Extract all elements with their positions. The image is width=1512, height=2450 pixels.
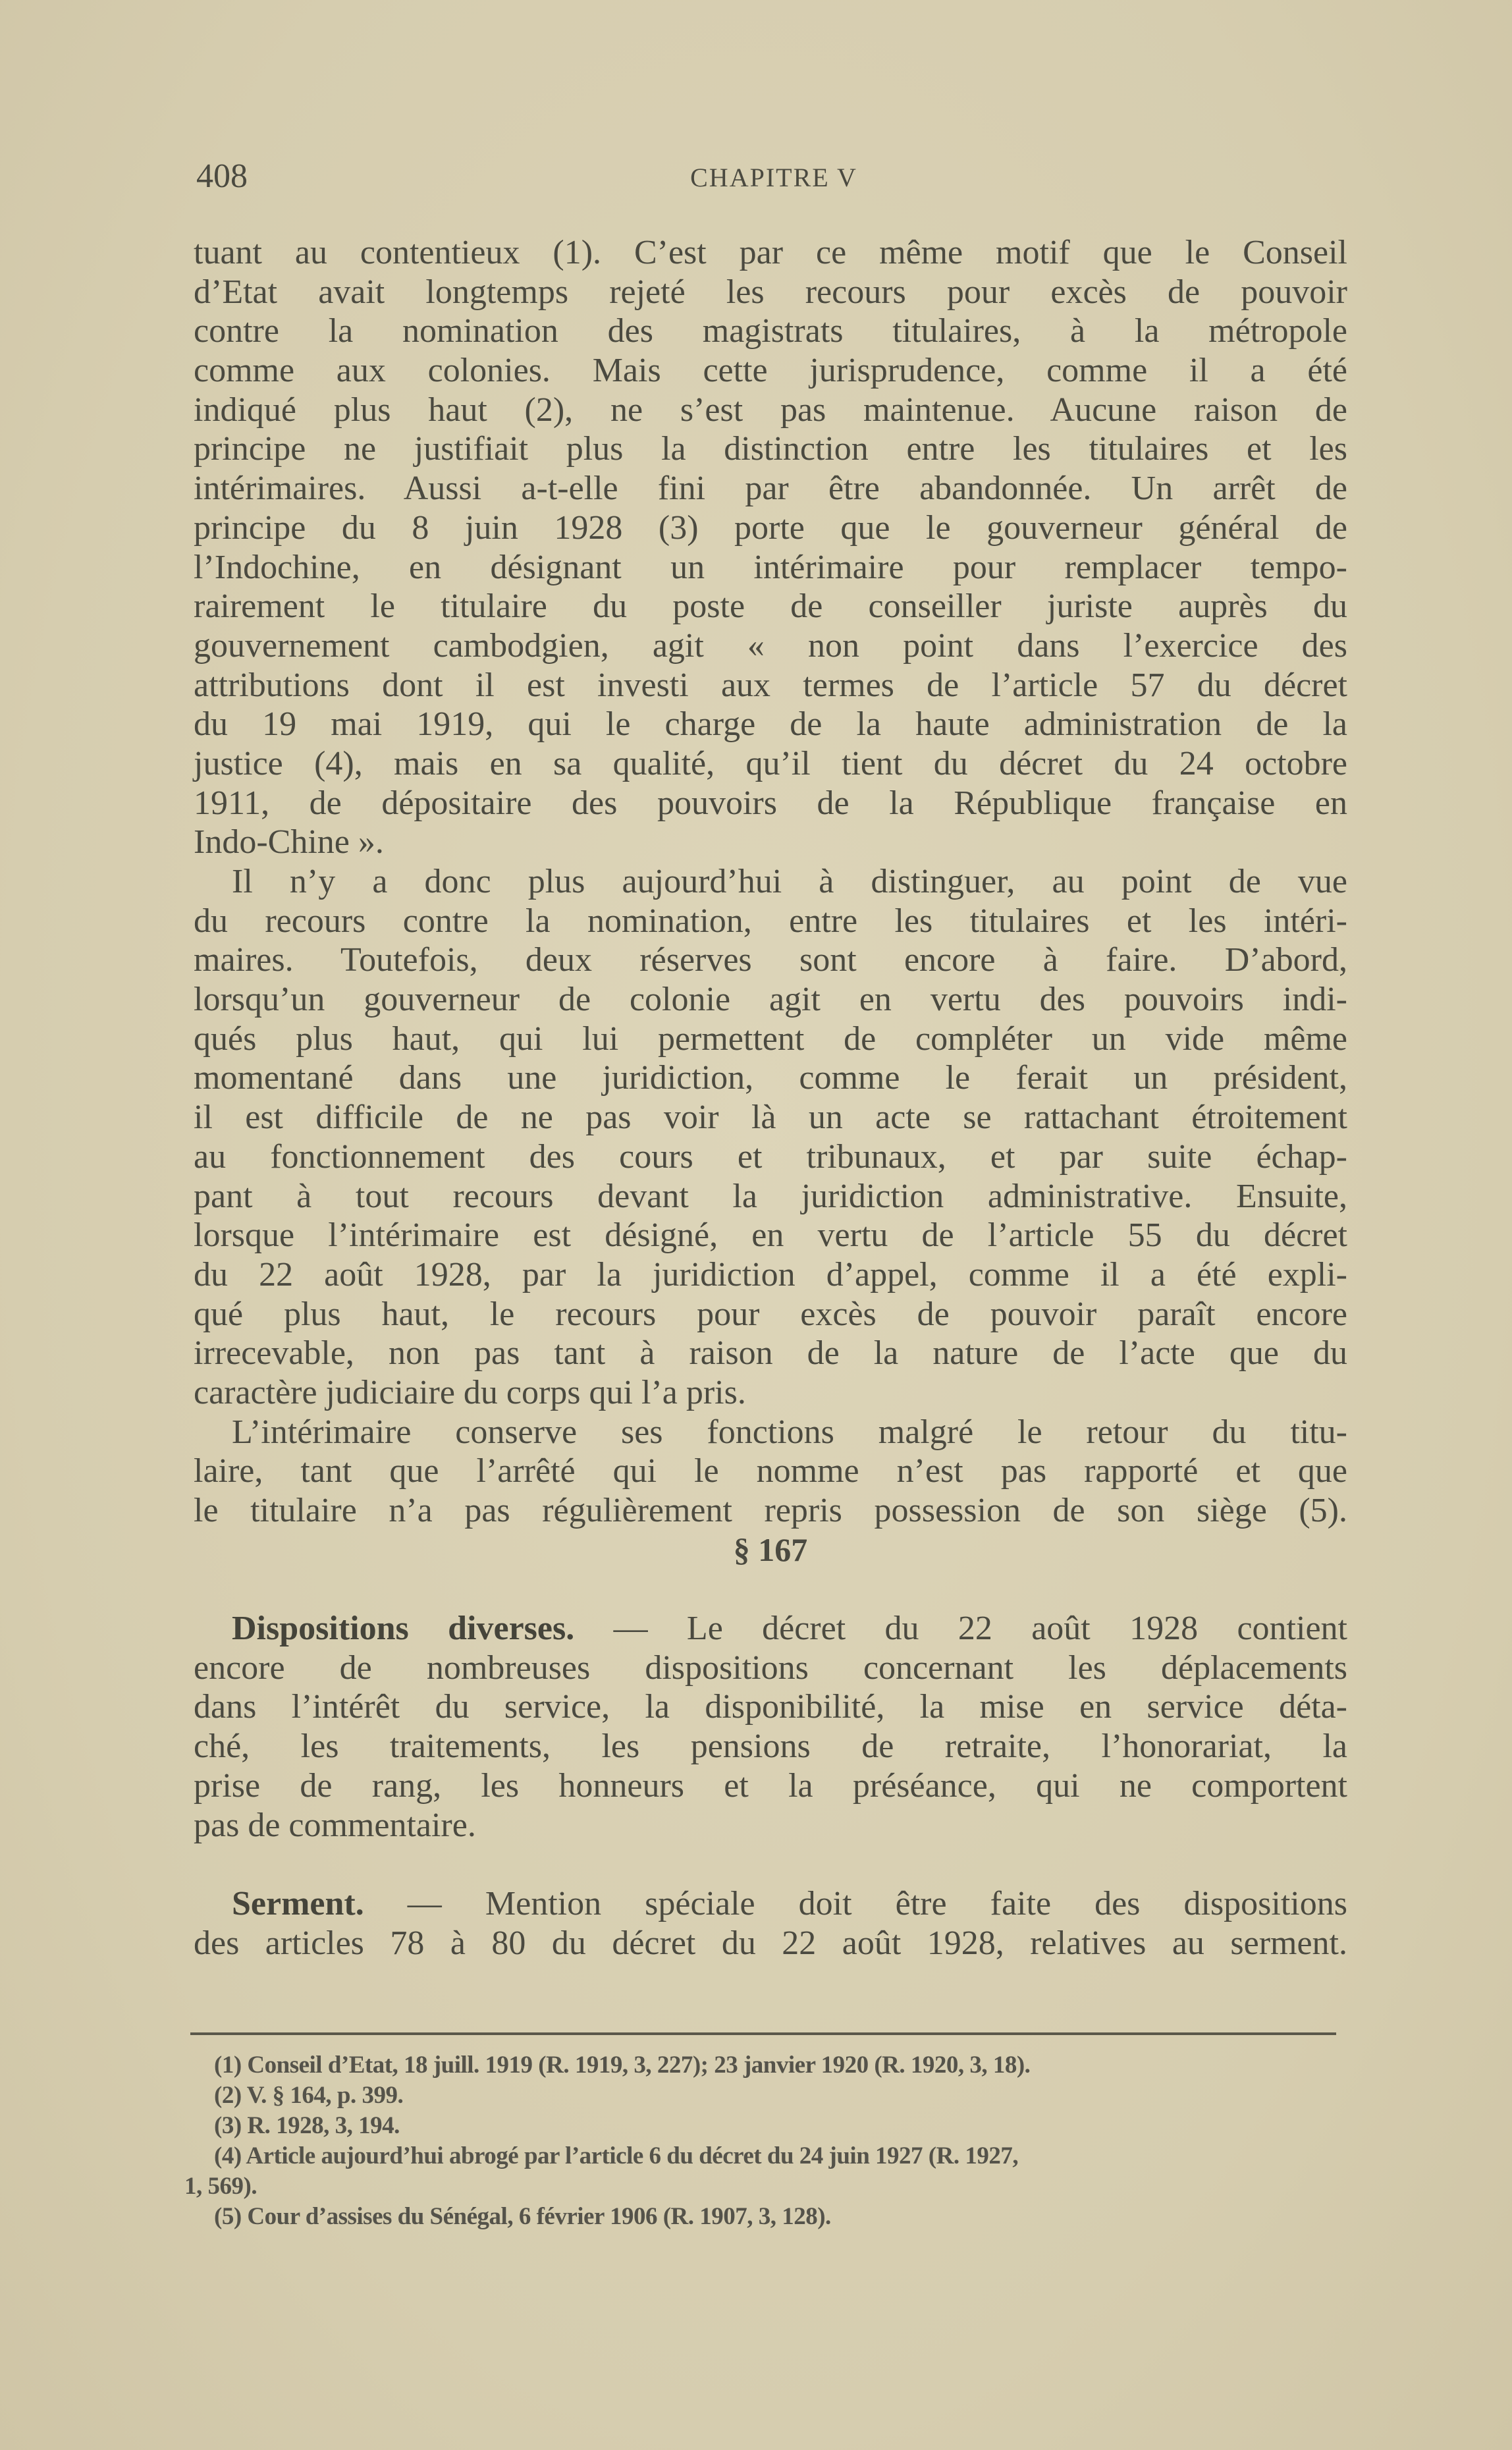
text-line: rairement le titulaire du poste de conseiller juriste auprès du <box>194 587 1347 626</box>
text-line: laire, tant que l’arrêté qui le nomme n’est pas rapporté et que <box>194 1452 1347 1490</box>
text-line: principe ne justifiait plus la distinction entre les titulaires et les <box>194 430 1347 468</box>
serment-first-line <box>194 1884 1347 1924</box>
text-line: prise de rang, les honneurs et la préséance, qui ne comportent <box>194 1766 1347 1805</box>
footnote: (2) V. § 164, p. 399. <box>214 2082 404 2109</box>
text-line: comme aux colonies. Mais cette jurisprudence, comme il a été <box>194 352 1347 390</box>
blank-line <box>194 1569 1347 1609</box>
text-line: au fonctionnement des cours et tribunaux, et par suite échap- <box>194 1137 1347 1176</box>
text-line: justice (4), mais en sa qualité, qu’il tient du décret du 24 octobre <box>194 744 1347 782</box>
page-number: 408 <box>196 157 248 195</box>
blank-line <box>194 1845 1347 1884</box>
text-line: dans l’intérêt du service, la disponibilité, la mise en service déta- <box>194 1688 1347 1726</box>
text-line: principe du 8 juin 1928 (3) porte que le gouverneur général de <box>194 508 1347 547</box>
text-span: — Le décret du 22 août 1928 contient <box>574 1610 1347 1648</box>
section-heading: § 167 <box>733 1531 808 1568</box>
text-line: qué plus haut, le recours pour excès de pouvoir paraît encore <box>194 1295 1347 1333</box>
text-line: L’intérimaire conserve ses fonctions malgré le retour du titu- <box>232 1413 1347 1451</box>
text-line: du 22 août 1928, par la juridiction d’appel, comme il a été expli- <box>194 1255 1347 1293</box>
text-line: attributions dont il est investi aux termes de l’article 57 du décret <box>194 666 1347 704</box>
footnote: (4) Article aujourd’hui abrogé par l’article 6 du décret du 24 juin 1927 (R. 1927, <box>214 2142 1019 2169</box>
text-line: l’Indochine, en désignant un intérimaire pour remplacer tempo- <box>194 548 1347 586</box>
text-line: pant à tout recours devant la juridiction administrative. Ensuite, <box>194 1177 1347 1215</box>
serment-title: Serment. <box>232 1884 364 1922</box>
text-line: tuant au contentieux (1). C’est par ce même motif que le Conseil <box>194 234 1347 271</box>
text-line: qués plus haut, qui lui permettent de compléter un vide même <box>194 1020 1347 1058</box>
text-line: caractère judiciaire du corps qui l’a pris. <box>194 1373 746 1411</box>
footnote: (1) Conseil d’Etat, 18 juill. 1919 (R. 1919, 3, 227); 23 janvier 1920 (R. 1920, 3, 18). <box>214 2052 1031 2079</box>
dispositions-first-line <box>194 1609 1347 1648</box>
text-line: momentané dans une juridiction, comme le ferait un président, <box>194 1059 1347 1097</box>
text-line: Il n’y a donc plus aujourd’hui à distinguer, au point de vue <box>232 863 1347 900</box>
text-line: d’Etat avait longtemps rejeté les recours pour excès de pouvoir <box>194 273 1347 311</box>
text-line: indiqué plus haut (2), ne s’est pas maintenue. Aucune raison de <box>194 391 1347 429</box>
text-line: lorsqu’un gouverneur de colonie agit en vertu des pouvoirs indi- <box>194 981 1347 1019</box>
text-line: des articles 78 à 80 du décret du 22 août 1928, relatives au serment. <box>194 1924 1347 1962</box>
text-line: du recours contre la nomination, entre les titulaires et les intéri- <box>194 902 1347 940</box>
text-line: 1911, de dépositaire des pouvoirs de la République française en <box>194 784 1347 822</box>
text-line: le titulaire n’a pas régulièrement repris possession de son siège (5). <box>194 1492 1347 1529</box>
text-span: — Mention spéciale doit être faite des dispositions <box>364 1884 1347 1922</box>
text-line: irrecevable, non pas tant à raison de la nature de l’acte que du <box>194 1334 1347 1373</box>
footnote-rule <box>190 2032 1336 2035</box>
footnote: (5) Cour d’assises du Sénégal, 6 février 1906 (R. 1907, 3, 128). <box>214 2203 831 2230</box>
text-line: ché, les traitements, les pensions de retraite, l’honorariat, la <box>194 1728 1347 1766</box>
dispositions-title: Dispositions diverses. <box>232 1610 575 1648</box>
text-line: encore de nombreuses dispositions concernant les déplacements <box>194 1648 1347 1687</box>
text-line: contre la nomination des magistrats titulaires, à la métropole <box>194 312 1347 350</box>
running-title: CHAPITRE V <box>690 163 857 192</box>
text-line: intérimaires. Aussi a-t-elle fini par être abandonnée. Un arrêt de <box>194 470 1347 508</box>
text-line: il est difficile de ne pas voir là un acte se rattachant étroitement <box>194 1099 1347 1137</box>
footnotes <box>184 2050 1337 2232</box>
text-line: lorsque l’intérimaire est désigné, en vertu de l’article 55 du décret <box>194 1216 1347 1255</box>
text-line: gouvernement cambodgien, agit « non point dans l’exercice des <box>194 626 1347 665</box>
text-line: maires. Toutefois, deux réserves sont encore à faire. D’abord, <box>194 941 1347 979</box>
text-line: pas de commentaire. <box>194 1806 476 1844</box>
footnote: (3) R. 1928, 3, 194. <box>214 2112 400 2139</box>
text-line: Indo-Chine ». <box>194 823 384 861</box>
footnote: 1, 569). <box>184 2173 257 2200</box>
body-text <box>194 233 1347 1963</box>
text-line: du 19 mai 1919, qui le charge de la haute administration de la <box>194 705 1347 744</box>
